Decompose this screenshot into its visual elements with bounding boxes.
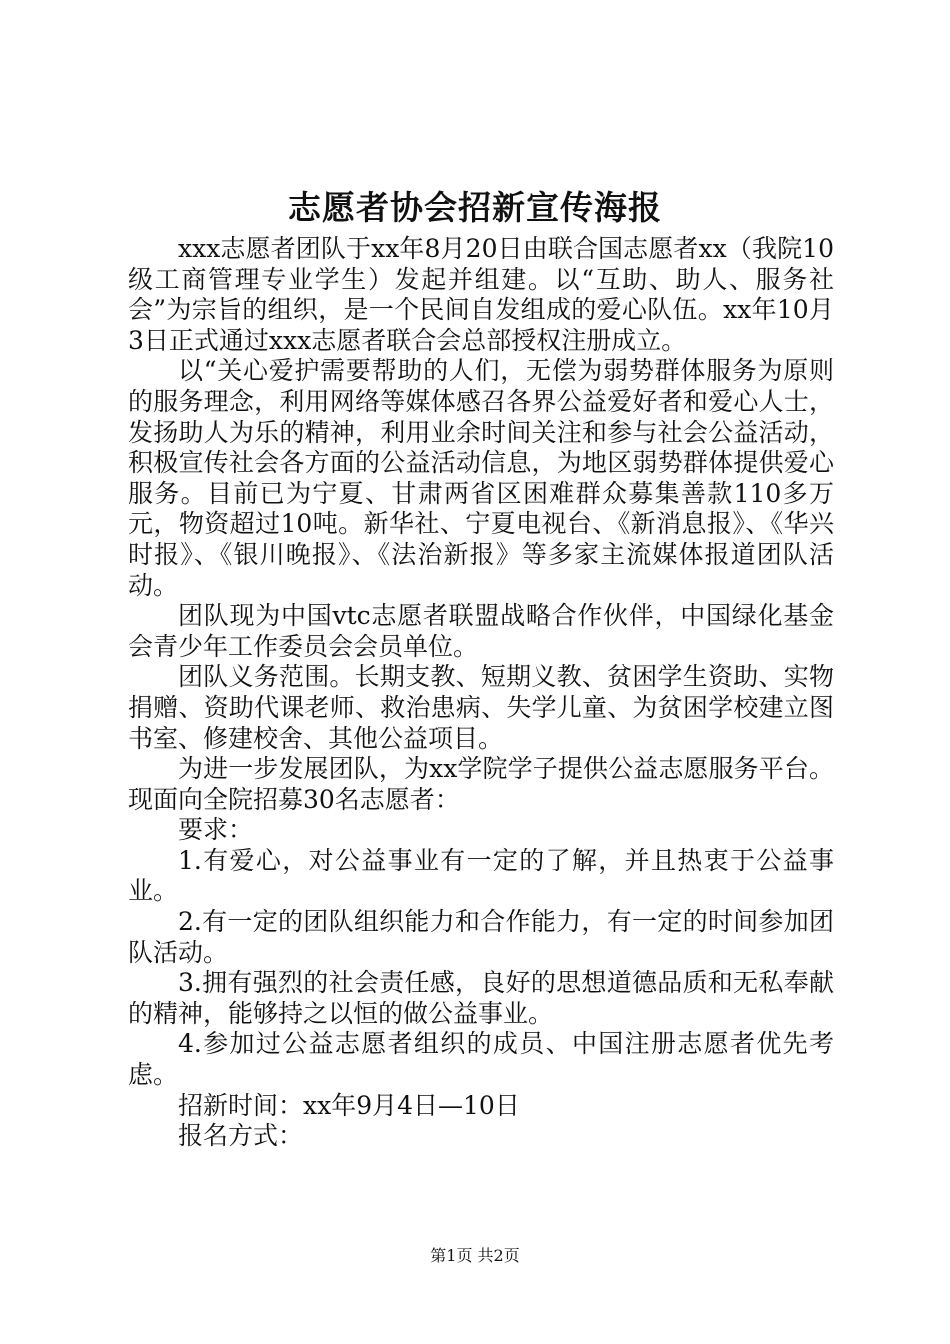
requirement-item-2: 2.有一定的团队组织能力和合作能力，有一定的时间参加团队活动。 <box>128 907 834 967</box>
paragraph-scope: 团队义务范围。长期支教、短期义教、贫困学生资助、实物捐赠、资助代课老师、救治患病、失学儿童、为贫困学校建立图书室、修建校舍、其他公益项目。 <box>128 662 834 753</box>
paragraph-philosophy: 以“关心爱护需要帮助的人们，无偿为弱势群体服务为原则的服务理念，利用网络等媒体感召各界公益爱好者和爱心人士，发扬助人为乐的精神，利用业余时间关注和参与社会公益活动，积极宣传社会各方面的公益活动信息，为地区弱势群体提供爱心服务。目前已为宁夏、甘肃两省区困难群众募集善款110多万元，物资超过10吨。新华社、宁夏电视台、《新消息报》、《华兴时报》、《银川晚报》、《法治新报》等多家主流媒体报道团队活动。 <box>128 356 834 600</box>
paragraph-intro: xxx志愿者团队于xx年8月20日由联合国志愿者xx（我院10级工商管理专业学生）发起并组建。以“互助、助人、服务社会”为宗旨的组织，是一个民间自发组成的爱心队伍。xx年10月3日正式通过xxx志愿者联合会总部授权注册成立。 <box>128 234 834 355</box>
paragraph-recruitment: 为进一步发展团队，为xx学院学子提供公益志愿服务平台。现面向全院招募30名志愿者： <box>128 754 834 814</box>
paragraph-recruitment-time: 招新时间：xx年9月4日—10日 <box>178 1090 520 1120</box>
document-title: 志愿者协会招新宣传海报 <box>288 188 662 227</box>
paragraph-registration-method: 报名方式： <box>178 1121 304 1151</box>
requirement-item-4: 4.参加过公益志愿者组织的成员、中国注册志愿者优先考虑。 <box>128 1029 834 1090</box>
page-footer: 第1页 共2页 <box>430 1246 520 1265</box>
paragraph-requirements-heading: 要求： <box>178 815 254 845</box>
document-body <box>128 234 834 1152</box>
requirement-item-1: 1.有爱心，对公益事业有一定的了解，并且热衷于公益事业。 <box>128 845 834 906</box>
requirement-item-3: 3.拥有强烈的社会责任感，良好的思想道德品质和无私奉献的精神，能够持之以恒的做公益事业。 <box>128 968 834 1028</box>
paragraph-partnership: 团队现为中国vtc志愿者联盟战略合作伙伴，中国绿化基金会青少年工作委员会会员单位。 <box>128 601 834 661</box>
